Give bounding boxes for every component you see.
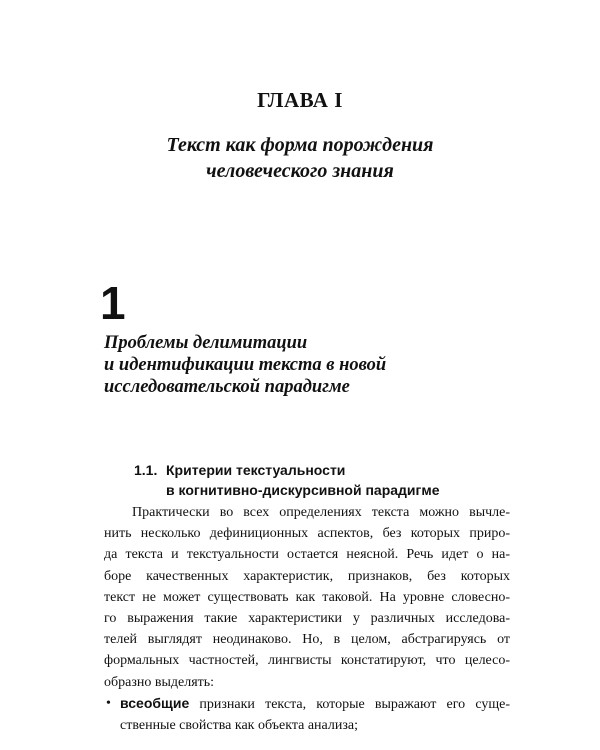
body-line: текст не может существовать как таковой. На уровне словесно- (104, 589, 510, 605)
body-line: да текста и текстуальности остается неясной. Речь идет о на- (104, 547, 510, 563)
body-line: формальных частностей, лингвисты констатируют, что целесо- (104, 653, 510, 669)
body-line: боре качественных характеристик, признаков, без которых (104, 568, 510, 584)
bullet-icon: • (106, 695, 111, 711)
section-title (104, 332, 524, 398)
chapter-subtitle-line: человеческого знания (206, 160, 394, 182)
subsection-heading (134, 460, 534, 500)
section-title-line: исследовательской парадигме (104, 377, 350, 397)
body-line: телей выглядят неодинаково. Но, в целом, абстрагируясь от (104, 632, 510, 648)
chapter-subtitle-line: Текст как форма порождения (166, 134, 434, 156)
subsection-title-line: в когнитивно-дискурсивной парадигме (166, 482, 440, 498)
chapter-subtitle (0, 132, 600, 184)
body-line: Практически во всех определениях текста можно вычле- (132, 505, 510, 520)
section-title-line: Проблемы делимитации (104, 333, 308, 353)
bullet-line: ственные свойства как объекта анализа; (120, 718, 358, 734)
body-line: нить несколько дефиниционных аспектов, без которых приро- (104, 526, 510, 542)
bullet-line (120, 693, 510, 715)
body-line: образно выделять: (104, 674, 215, 690)
body-text (104, 502, 510, 736)
body-line: го выражения такие характеристики у различных исследова- (104, 611, 510, 627)
chapter-title: ГЛАВА I (257, 88, 343, 112)
bullet-text: признаки текста, которые выражают его суще- (189, 696, 510, 712)
bullet-list-item (104, 693, 510, 736)
bullet-term: всеобщие (120, 694, 190, 711)
subsection-heading-line (134, 460, 534, 480)
subsection-title-line: Критерии текстуальности (166, 462, 346, 478)
subsection-number: 1.1. (134, 462, 158, 478)
section-title-line: и идентификации текста в новой (104, 355, 387, 375)
section-number: 1 (100, 277, 126, 329)
